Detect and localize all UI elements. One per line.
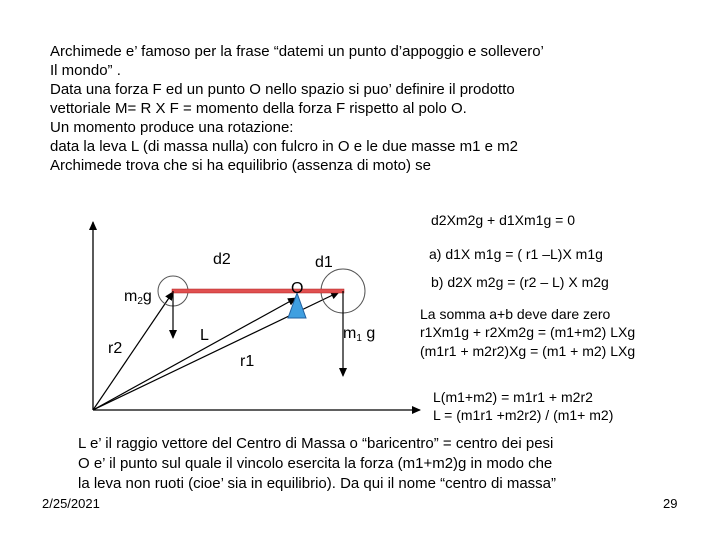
label-d1: d1 (315, 254, 333, 271)
intro-line: Data una forza F ed un punto O nello spazio si puo’ definire il prodotto (50, 81, 515, 98)
result-line: L = (m1r1 +m2r2) / (m1+ m2) (433, 407, 614, 423)
label-r2: r2 (108, 340, 123, 357)
lever-bar (172, 289, 344, 293)
label-L: L (200, 327, 209, 344)
intro-line: Un momento produce una rotazione: (50, 119, 294, 136)
label-d2: d2 (213, 251, 231, 268)
label-r1: r1 (240, 353, 255, 370)
sum-line: La somma a+b deve dare zero (420, 306, 611, 322)
label-O: O (291, 280, 304, 297)
intro-line: Il mondo” . (50, 62, 121, 79)
sum-line: (m1r1 + m2r2)Xg = (m1 + m2) LXg (420, 343, 636, 359)
conclusion-line: O e’ il punto sul quale il vincolo esercita la forza (m1+m2)g in modo che (78, 455, 553, 472)
conclusion-line: L e’ il raggio vettore del Centro di Massa o “baricentro” = centro dei pesi (78, 435, 554, 452)
sum-line: r1Xm1g + r2Xm2g = (m1+m2) LXg (420, 324, 636, 340)
footer-date: 2/25/2021 (42, 496, 100, 511)
conclusion-line: la leva non ruoti (cioe’ sia in equilibrio). Da qui il nome “centro di massa” (78, 475, 556, 492)
intro-line: vettoriale M= R X F = momento della forza F rispetto al polo O. (50, 100, 467, 117)
page-number: 29 (663, 496, 678, 511)
intro-line: Archimede trova che si ha equilibrio (assenza di moto) se (50, 157, 432, 174)
intro-line: data la leva L (di massa nulla) con fulcro in O e le due masse m1 e m2 (50, 138, 519, 155)
equilibrium-equation: d2Xm2g + d1Xm1g = 0 (431, 212, 575, 228)
result-line: L(m1+m2) = m1r1 + m2r2 (433, 389, 593, 405)
intro-line: Archimede e’ famoso per la frase “datemi un punto d’appoggio e sollevero’ (50, 43, 544, 60)
L-vector (93, 298, 296, 410)
conclusion-text (78, 434, 556, 494)
step-b: b) d2X m2g = (r2 – L) X m2g (431, 274, 609, 290)
label-m1g: $m_1$ g (343, 325, 376, 344)
step-a: a) d1X m1g = ( r1 –L)X m1g (429, 246, 603, 262)
label-m2g: $m_2g$ (124, 288, 152, 307)
